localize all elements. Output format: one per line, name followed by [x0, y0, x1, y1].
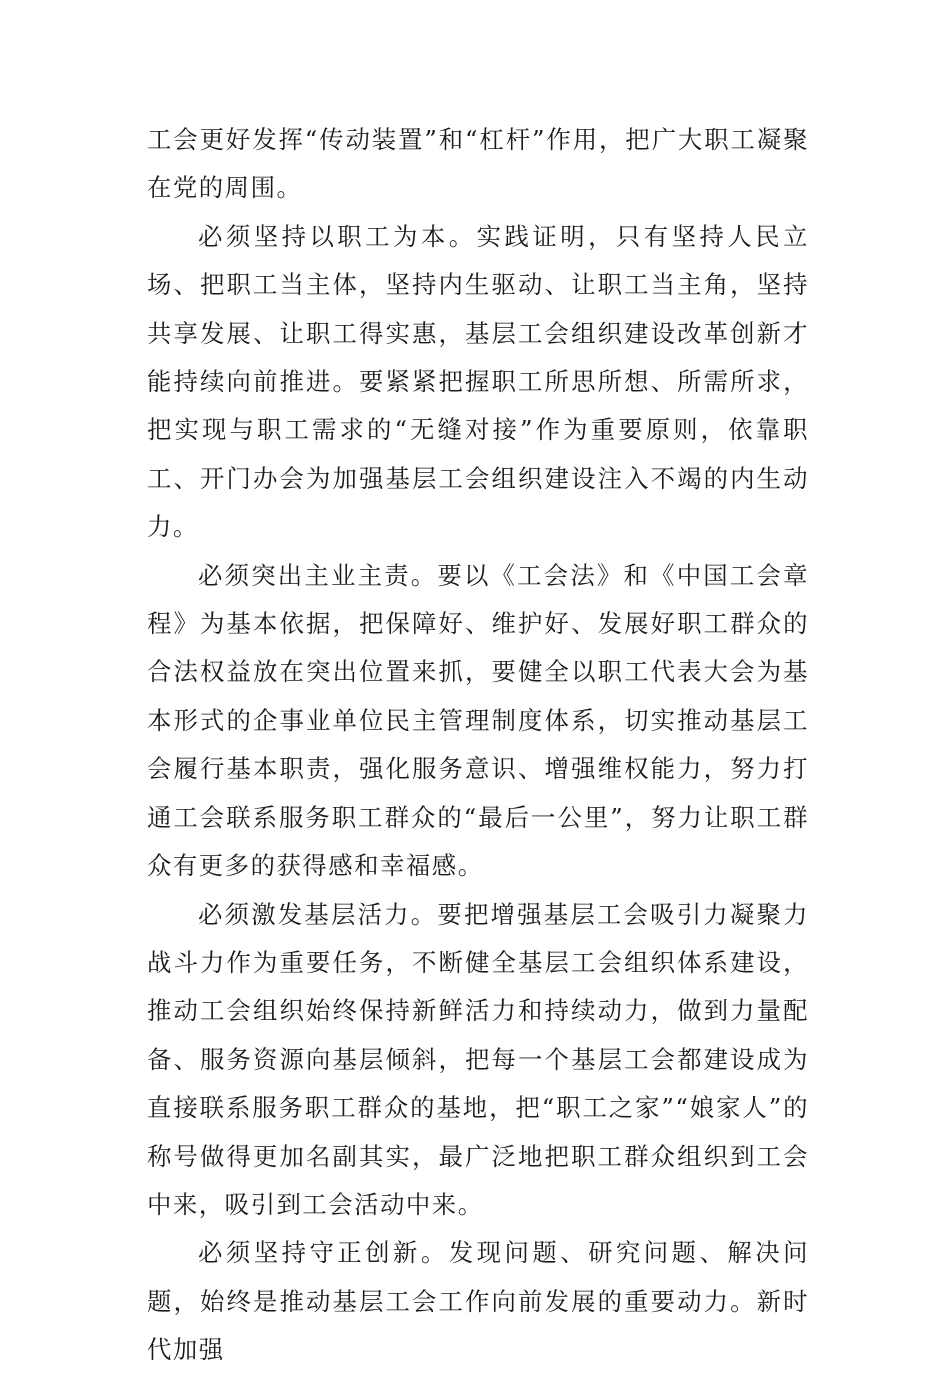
paragraph-workers-first: 必须坚持以职工为本。实践证明，只有坚持人民立场、把职工当主体，坚持内生驱动、让职工当主角，坚持共享发展、让职工得实惠，基层工会组织建设改革创新才能持续向前推进。要紧紧把握职工所思所想、所需所求，把实现与职工需求的“无缝对接”作为重要原则，依靠职工、开门办会为加强基层工会组织建设注入不竭的内生动力。 [147, 221, 809, 542]
document-body [147, 116, 809, 1375]
paragraph-main-duties: 必须突出主业主责。要以《工会法》和《中国工会章程》为基本依据，把保障好、维护好、发展好职工群众的合法权益放在突出位置来抓，要健全以职工代表大会为基本形式的企事业单位民主管理制度体系，切实推动基层工会履行基本职责，强化服务意识、增强维权能力，努力打通工会联系服务职工群众的“最后一公里”，努力让职工群众有更多的获得感和幸福感。 [147, 560, 809, 881]
paragraph-innovation: 必须坚持守正创新。发现问题、研究问题、解决问题，始终是推动基层工会工作向前发展的重要动力。新时代加强 [147, 1238, 809, 1365]
paragraph-continuation: 工会更好发挥“传动装置”和“杠杆”作用，把广大职工凝聚在党的周围。 [147, 125, 809, 203]
paragraph-grassroots-vitality: 必须激发基层活力。要把增强基层工会吸引力凝聚力战斗力作为重要任务，不断健全基层工会组织体系建设，推动工会组织始终保持新鲜活力和持续动力，做到力量配备、服务资源向基层倾斜，把每一个基层工会都建设成为直接联系服务职工群众的基地，把“职工之家”“娘家人”的称号做得更加名副其实，最广泛地把职工群众组织到工会中来，吸引到工会活动中来。 [147, 899, 809, 1219]
